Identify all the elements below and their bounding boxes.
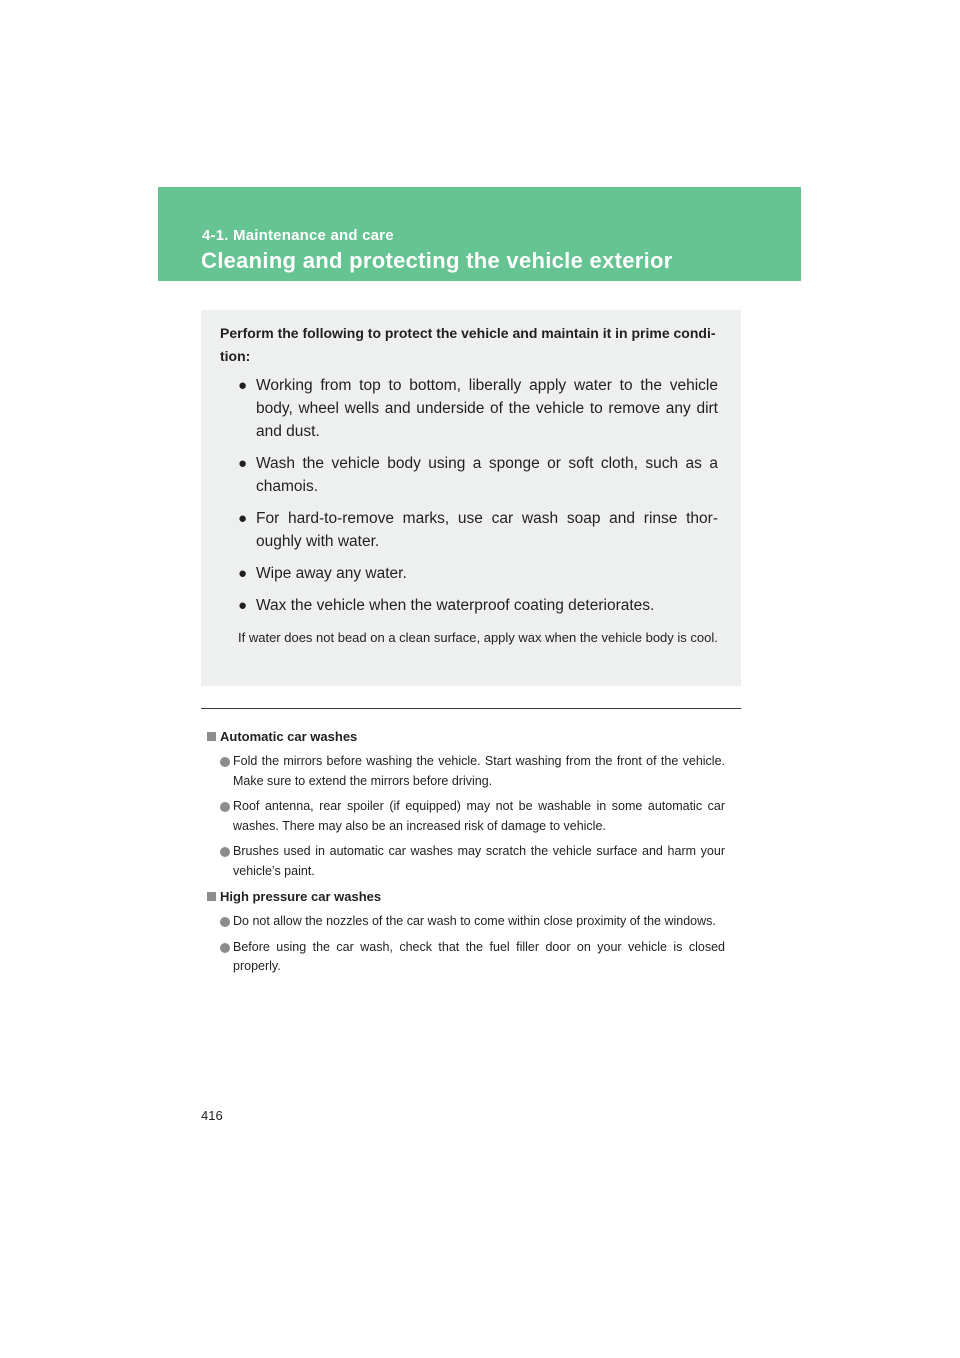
square-bullet-icon — [207, 892, 216, 901]
square-bullet-icon — [207, 732, 216, 741]
notes-section — [207, 727, 725, 983]
procedure-item-text: Working from top to bottom, liberally apply water to the vehicle body, wheel wells and underside of the vehicle to remove any dirt and dust. — [256, 377, 718, 440]
note-item-text: Fold the mirrors before washing the vehicle. Start washing from the front of the vehicle. Make sure to extend the mirrors before driving. — [233, 754, 725, 788]
procedure-item — [238, 452, 718, 498]
wax-note: If water does not bead on a clean surface, apply wax when the vehicle body is cool. — [238, 630, 718, 645]
page-number: 416 — [201, 1108, 223, 1123]
section-label: 4-1. Maintenance and care — [202, 227, 394, 244]
circle-bullet-icon — [220, 917, 230, 927]
procedure-item-text: Wash the vehicle body using a sponge or soft cloth, such as a chamois. — [256, 455, 718, 495]
bullet-icon: ● — [238, 565, 248, 582]
note-item-text: Do not allow the nozzles of the car wash to come within close proximity of the windows. — [233, 914, 716, 928]
note-heading-text: High pressure car washes — [220, 889, 382, 904]
intro-text: Perform the following to protect the vehicle and maintain it in prime condi-tion: — [220, 325, 716, 364]
intro-box — [201, 310, 741, 686]
circle-bullet-icon — [220, 757, 230, 767]
note-item-text: Roof antenna, rear spoiler (if equipped) may not be washable in some automatic car washes. There may also be an increased risk of damage to vehicle. — [233, 799, 725, 833]
bullet-icon: ● — [238, 455, 248, 472]
procedure-item-text: For hard-to-remove marks, use car wash soap and rinse thor-oughly with water. — [256, 510, 718, 550]
note-item — [207, 938, 725, 977]
bullet-icon: ● — [238, 377, 248, 394]
bullet-icon: ● — [238, 597, 248, 614]
header-band — [158, 187, 801, 281]
page-title: Cleaning and protecting the vehicle exterior — [201, 248, 673, 273]
note-heading-high-pressure — [207, 887, 725, 906]
circle-bullet-icon — [220, 802, 230, 812]
procedure-item-text: Wipe away any water. — [256, 565, 407, 582]
note-item — [207, 797, 725, 836]
note-item — [207, 752, 725, 791]
procedure-item-text: Wax the vehicle when the waterproof coating deteriorates. — [256, 597, 655, 614]
procedure-item — [238, 374, 718, 443]
note-item-text: Before using the car wash, check that the fuel filler door on your vehicle is closed properly. — [233, 939, 725, 973]
note-item-text: Brushes used in automatic car washes may scratch the vehicle surface and harm your vehicle’s paint. — [233, 844, 725, 878]
note-item — [207, 842, 725, 881]
procedure-item — [238, 562, 718, 585]
procedure-item — [238, 507, 718, 553]
procedure-item — [238, 594, 718, 617]
automatic-notes-list — [207, 752, 725, 881]
circle-bullet-icon — [220, 943, 230, 953]
note-heading-text: Automatic car washes — [220, 729, 358, 744]
circle-bullet-icon — [220, 847, 230, 857]
high-pressure-notes-list — [207, 912, 725, 977]
note-item — [207, 912, 725, 932]
divider — [201, 708, 741, 709]
note-heading-automatic — [207, 727, 725, 746]
procedure-list — [238, 374, 718, 626]
bullet-icon: ● — [238, 510, 248, 527]
